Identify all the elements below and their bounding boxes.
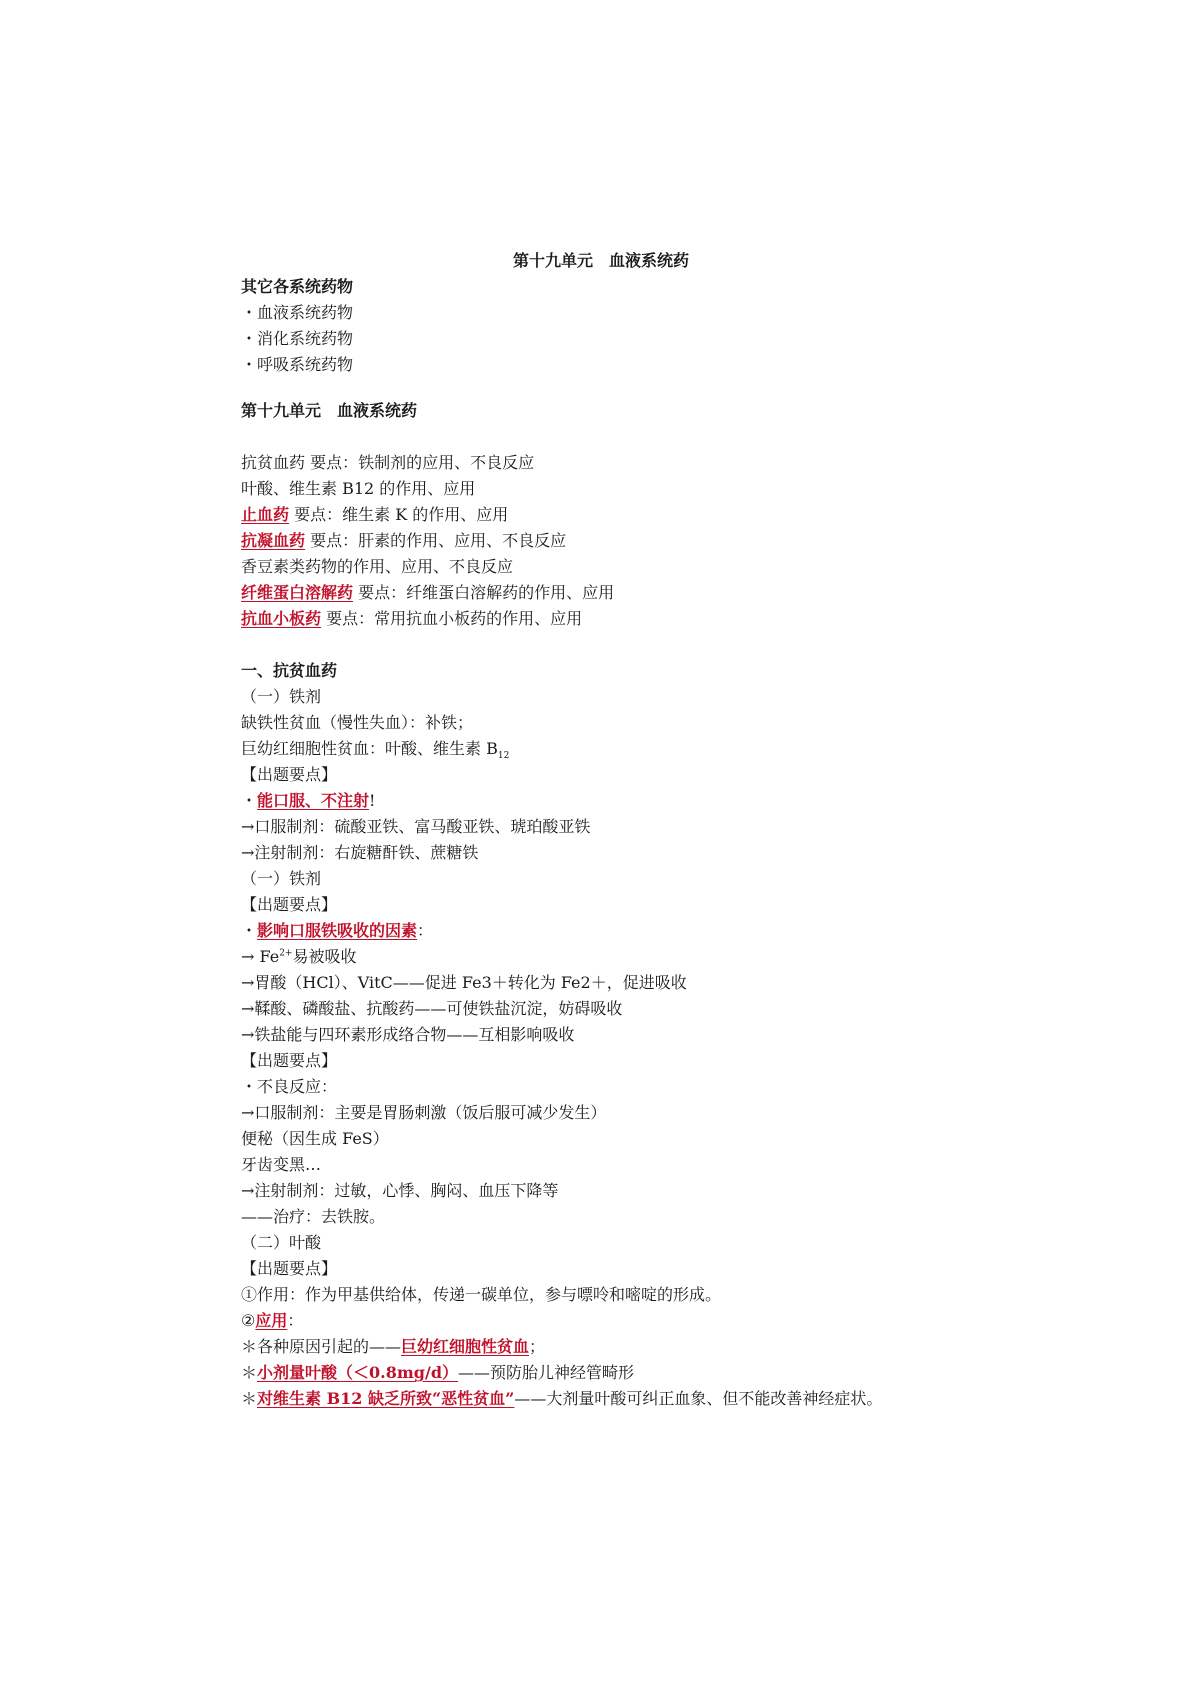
highlight-term: 抗血小板药	[241, 609, 322, 628]
outline-line: 止血药 要点：维生素 K 的作用、应用	[241, 505, 509, 524]
highlight-term: 纤维蛋白溶解药	[241, 583, 354, 602]
key-point-label: 【出题要点】	[241, 765, 338, 784]
outline-line: 叶酸、维生素 B12 的作用、应用	[241, 479, 476, 498]
document-content	[241, 248, 941, 1412]
overview-item: ・血液系统药物	[241, 303, 354, 322]
text-line: 便秘（因生成 FeS）	[241, 1129, 389, 1148]
text-line: →口服制剂：主要是胃肠刺激（饭后服可减少发生）	[241, 1103, 607, 1122]
section-heading: 一、抗贫血药	[241, 661, 338, 680]
outline-line: 香豆素类药物的作用、应用、不良反应	[241, 557, 514, 576]
text-line: ＊各种原因引起的——巨幼红细胞性贫血；	[241, 1337, 546, 1356]
page-title: 第十九单元 血液系统药	[512, 251, 689, 270]
text-line: → $Fe^{2+}$易被吸收	[241, 947, 357, 966]
subsection-heading: （一）铁剂	[241, 869, 322, 888]
subsection-heading: （二）叶酸	[241, 1233, 322, 1252]
outline-line: 抗贫血药 要点：铁制剂的应用、不良反应	[241, 453, 535, 472]
outline-line: 抗凝血药 要点：肝素的作用、应用、不良反应	[241, 531, 567, 550]
text-line: ②应用：	[241, 1311, 304, 1330]
text-line: ・不良反应：	[241, 1077, 338, 1096]
overview-item: ・消化系统药物	[241, 329, 354, 348]
text-line: →注射制剂：过敏，心悸、胸闷、血压下降等	[241, 1181, 559, 1200]
highlight-term: 能口服、不注射	[257, 791, 370, 810]
highlight-term: 影响口服铁吸收的因素	[257, 921, 418, 940]
unit-heading: 第十九单元 血液系统药	[241, 401, 418, 420]
subsection-heading: （一）铁剂	[241, 687, 322, 706]
text-line: →胃酸（HCl）、VitC——促进 Fe3＋转化为 Fe2＋，促进吸收	[241, 973, 687, 992]
text-line: →鞣酸、磷酸盐、抗酸药——可使铁盐沉淀，妨碍吸收	[241, 999, 623, 1018]
text-line: →注射制剂：右旋糖酐铁、蔗糖铁	[241, 843, 479, 862]
text-line: ①作用：作为甲基供给体，传递一碳单位，参与嘌呤和嘧啶的形成。	[241, 1285, 722, 1304]
key-point-label: 【出题要点】	[241, 1051, 338, 1070]
text-line: 缺铁性贫血（慢性失血）：补铁；	[241, 713, 474, 732]
highlight-term: 应用	[255, 1311, 288, 1330]
text-line: →铁盐能与四环素形成络合物——互相影响吸收	[241, 1025, 575, 1044]
text-line: →口服制剂：硫酸亚铁、富马酸亚铁、琥珀酸亚铁	[241, 817, 591, 836]
text-line: ＊对维生素 B12 缺乏所致“恶性贫血”——大剂量叶酸可纠正血象、但不能改善神经症状。	[241, 1389, 883, 1408]
outline-line: 纤维蛋白溶解药 要点：纤维蛋白溶解药的作用、应用	[241, 583, 615, 602]
text-line: 巨幼红细胞性贫血：叶酸、维生素 $B_{12}$	[241, 739, 510, 762]
highlight-term: 止血药	[241, 505, 290, 524]
highlight-term: 对维生素 B12 缺乏所致“恶性贫血”	[257, 1389, 515, 1408]
text-line: ・能口服、不注射!	[241, 791, 376, 810]
highlight-term: 小剂量叶酸（＜0.8mg/d）	[257, 1363, 459, 1382]
text-line: ——治疗：去铁胺。	[241, 1207, 386, 1226]
text-line: ・影响口服铁吸收的因素：	[241, 921, 434, 940]
overview-item: ・呼吸系统药物	[241, 355, 354, 374]
overview-heading: 其它各系统药物	[241, 277, 354, 296]
outline-line: 抗血小板药 要点：常用抗血小板药的作用、应用	[241, 609, 583, 628]
highlight-term: 巨幼红细胞性贫血	[401, 1337, 530, 1356]
text-line: 牙齿变黑…	[241, 1155, 322, 1174]
key-point-label: 【出题要点】	[241, 1259, 338, 1278]
key-point-label: 【出题要点】	[241, 895, 338, 914]
text-line: ＊小剂量叶酸（＜0.8mg/d）——预防胎儿神经管畸形	[241, 1363, 635, 1382]
highlight-term: 抗凝血药	[241, 531, 306, 550]
